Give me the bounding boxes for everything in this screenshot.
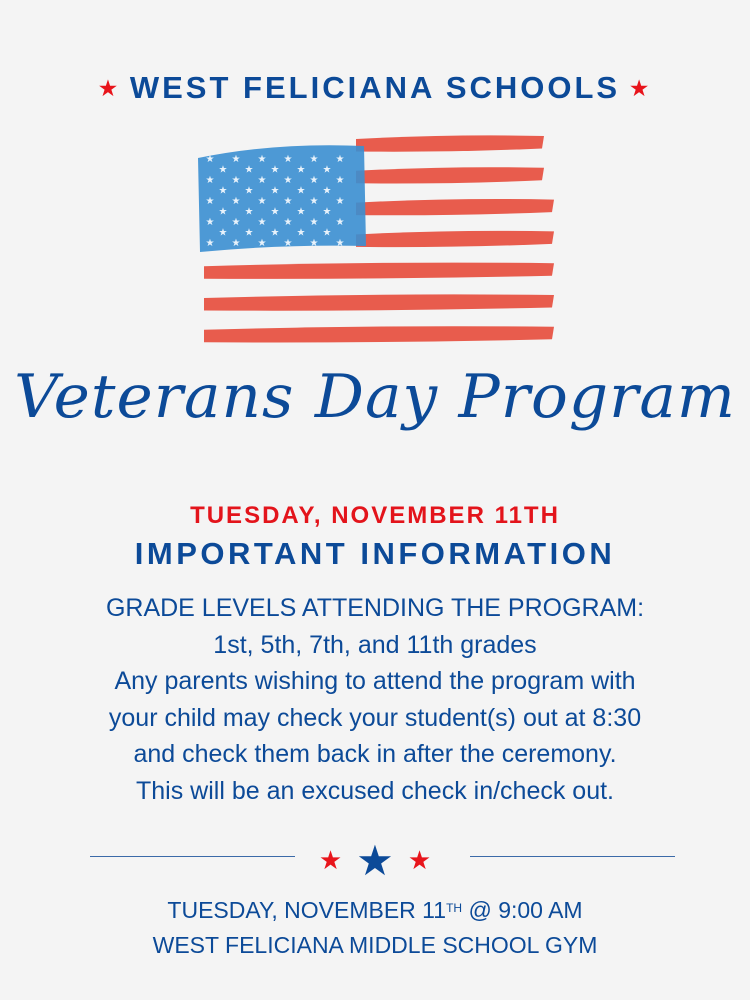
flag-star-icon: ★ bbox=[257, 196, 267, 207]
star-icon: ★ bbox=[407, 845, 432, 875]
flag-star-icon: ★ bbox=[270, 164, 280, 176]
flag-star-icon: ★ bbox=[283, 175, 293, 186]
flag-star-icon: ★ bbox=[257, 154, 267, 165]
flag-stripe-red bbox=[204, 294, 554, 310]
star-icon: ★ bbox=[630, 77, 652, 100]
flag-star-icon: ★ bbox=[205, 238, 215, 249]
flag-star-icon: ★ bbox=[296, 227, 306, 239]
flag-star-icon: ★ bbox=[309, 217, 319, 228]
flag-star-icon: ★ bbox=[309, 196, 319, 207]
event-time: @ 9:00 AM bbox=[462, 897, 583, 923]
info-body bbox=[0, 590, 750, 809]
flag-star-icon: ★ bbox=[309, 154, 319, 165]
flag-star-icon: ★ bbox=[335, 217, 345, 228]
flag-star-icon: ★ bbox=[231, 175, 241, 186]
flag-star-icon: ★ bbox=[257, 175, 267, 186]
flag-star-icon: ★ bbox=[270, 185, 280, 197]
body-line: and check them back in after the ceremony. bbox=[133, 740, 617, 768]
date-suffix: TH bbox=[446, 901, 463, 915]
flag-star-icon: ★ bbox=[270, 227, 280, 239]
flag-star-icon: ★ bbox=[296, 164, 306, 176]
flag-star-icon: ★ bbox=[244, 164, 254, 176]
flag-star-icon: ★ bbox=[218, 206, 228, 218]
flag-stripe-red bbox=[204, 263, 554, 279]
flag-star-icon: ★ bbox=[205, 217, 215, 228]
flag-star-icon: ★ bbox=[205, 196, 215, 207]
star-icon: ★ bbox=[356, 837, 394, 884]
flag-star-icon: ★ bbox=[309, 238, 319, 249]
flag-star-icon: ★ bbox=[205, 175, 215, 186]
important-info-heading: IMPORTANT INFORMATION bbox=[134, 536, 616, 571]
flag-star-icon: ★ bbox=[244, 227, 254, 239]
flag-star-icon: ★ bbox=[283, 154, 293, 165]
flag-star-icon: ★ bbox=[322, 227, 332, 239]
american-flag-illustration bbox=[196, 128, 558, 350]
flag-star-icon: ★ bbox=[218, 185, 228, 197]
flag-stripe-red bbox=[204, 326, 554, 342]
flag-star-icon: ★ bbox=[283, 196, 293, 207]
flag-star-icon: ★ bbox=[218, 164, 228, 176]
star-icon: ★ bbox=[98, 77, 120, 100]
flag-star-icon: ★ bbox=[231, 217, 241, 228]
flag-star-icon: ★ bbox=[283, 238, 293, 249]
flag-star-icon: ★ bbox=[335, 154, 345, 165]
star-icon: ★ bbox=[318, 845, 343, 875]
flag-star-icon: ★ bbox=[322, 185, 332, 197]
flag-star-icon: ★ bbox=[322, 206, 332, 218]
flag-star-icon: ★ bbox=[257, 217, 267, 228]
flag-star-icon: ★ bbox=[322, 164, 332, 176]
body-line: your child may check your student(s) out at 8:30 bbox=[108, 703, 642, 732]
flag-stripe-red bbox=[356, 167, 544, 183]
flag-star-icon: ★ bbox=[244, 185, 254, 197]
flag-star-icon: ★ bbox=[296, 185, 306, 197]
flag-star-icon: ★ bbox=[231, 238, 241, 249]
body-line: 1st, 5th, 7th, and 11th grades bbox=[213, 630, 537, 659]
flag-star-icon: ★ bbox=[231, 196, 241, 207]
flag-star-icon: ★ bbox=[335, 175, 345, 186]
flag-star-icon: ★ bbox=[218, 227, 228, 239]
flag-star-icon: ★ bbox=[335, 196, 345, 207]
flag-star-icon: ★ bbox=[270, 206, 280, 218]
program-date: TUESDAY, NOVEMBER 11TH bbox=[190, 502, 560, 529]
flag-star-icon: ★ bbox=[231, 154, 241, 165]
stars-ornament bbox=[0, 836, 750, 885]
flag-star-icon: ★ bbox=[309, 175, 319, 186]
flag-star-icon: ★ bbox=[257, 238, 267, 249]
event-location: WEST FELICIANA MIDDLE SCHOOL GYM bbox=[152, 932, 598, 958]
school-name: WEST FELICIANA SCHOOLS bbox=[129, 70, 621, 105]
flag-stripe-red bbox=[356, 135, 544, 151]
body-line: GRADE LEVELS ATTENDING THE PROGRAM: bbox=[105, 594, 645, 622]
event-details bbox=[0, 893, 750, 963]
body-line: This will be an excused check in/check out. bbox=[135, 776, 614, 805]
program-title: Veterans Day Program bbox=[14, 362, 736, 432]
header bbox=[0, 70, 750, 106]
event-date: TUESDAY, NOVEMBER 11 bbox=[167, 897, 447, 923]
flag-star-icon: ★ bbox=[244, 206, 254, 218]
body-line: Any parents wishing to attend the program with bbox=[114, 667, 636, 695]
flag-stripe-red bbox=[356, 231, 554, 247]
flag-star-icon: ★ bbox=[283, 217, 293, 228]
flag-star-icon: ★ bbox=[296, 206, 306, 218]
flag-star-icon: ★ bbox=[335, 238, 345, 249]
event-datetime bbox=[0, 893, 750, 928]
flag-star-icon: ★ bbox=[205, 154, 215, 165]
flag-stripe-red bbox=[356, 199, 554, 215]
